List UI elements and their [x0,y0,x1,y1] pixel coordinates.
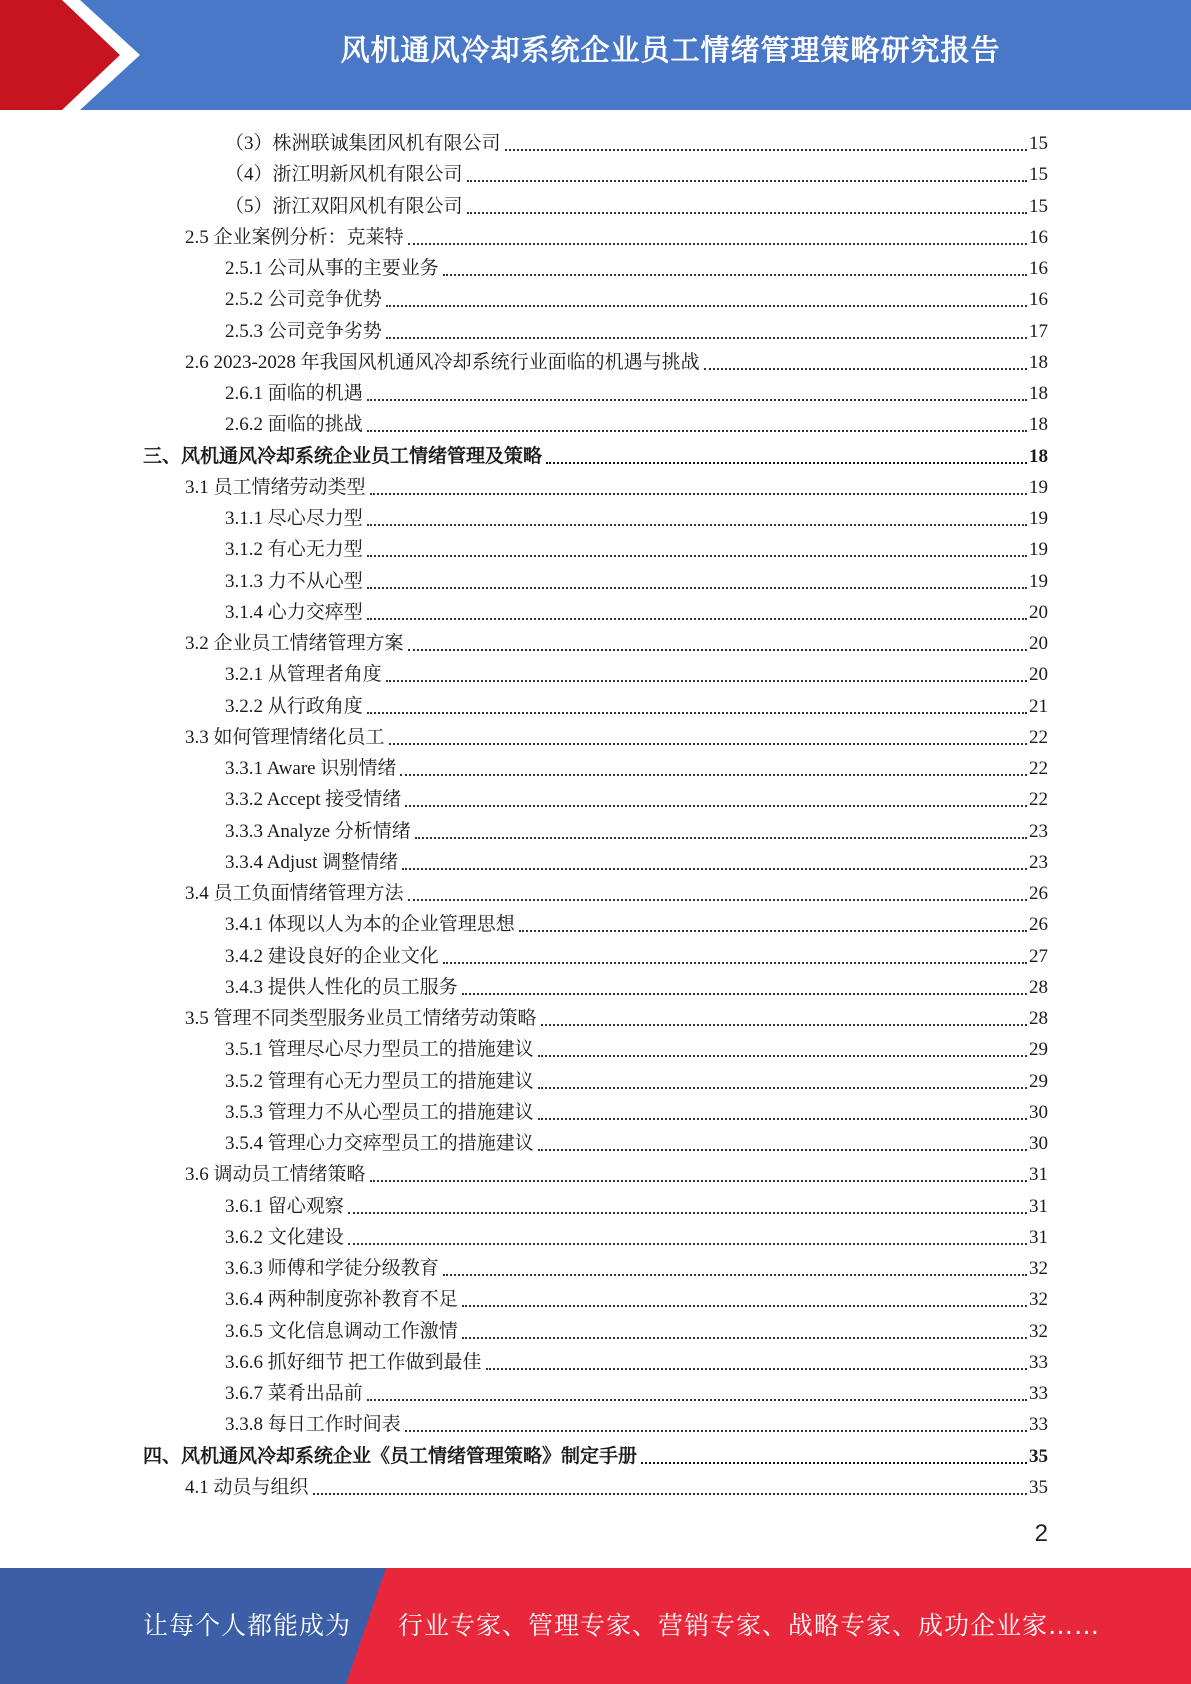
toc-entry[interactable] [185,1000,1048,1031]
toc-dot-leader [400,774,1027,776]
toc-entry-page: 30 [1029,1101,1048,1123]
toc-entry[interactable] [225,906,1048,937]
toc-entry-label: 3.4.3 提供人性化的员工服务 [225,976,458,998]
toc-entry[interactable] [225,375,1048,406]
toc-dot-leader [408,649,1027,651]
toc-dot-leader [386,337,1027,339]
toc-entry[interactable] [185,469,1048,500]
toc-dot-leader [367,524,1027,526]
toc-entry[interactable] [225,125,1048,156]
toc-entry-label: 2.5 企业案例分析：克莱特 [185,226,404,248]
toc-dot-leader [386,680,1027,682]
toc-entry-page: 19 [1029,539,1048,561]
toc-entry-page: 20 [1029,601,1048,623]
toc-dot-leader [462,993,1027,995]
toc-entry-page: 15 [1029,195,1048,217]
toc-entry[interactable] [185,1156,1048,1187]
toc-entry-page: 33 [1029,1383,1048,1404]
toc-entry-page: 22 [1029,758,1048,779]
toc-dot-leader [541,1024,1027,1026]
toc-entry-label: 3.1.2 有心无力型 [225,539,363,561]
toc-entry-page: 23 [1029,820,1048,842]
toc-dot-leader [538,1087,1027,1089]
toc-entry-label: （4）浙江明新风机有限公司 [225,164,463,186]
toc-entry-page: 29 [1029,1070,1048,1092]
toc-entry[interactable] [225,844,1048,875]
toc-entry-page: 32 [1029,1289,1048,1311]
toc-entry[interactable] [225,1281,1048,1312]
toc-entry-label: 3.1.1 尽心尽力型 [225,508,363,529]
toc-entry-page: 18 [1029,445,1048,467]
toc-entry[interactable] [185,875,1048,906]
toc-entry[interactable] [185,344,1048,375]
toc-entry[interactable] [225,1375,1048,1406]
toc-entry[interactable] [225,1344,1048,1375]
toc-entry[interactable] [225,1250,1048,1281]
toc-entry[interactable] [143,1438,1048,1469]
toc-entry-label: 3.2.2 从行政角度 [225,695,363,717]
toc-entry-label: 3.1.3 力不从心型 [225,570,363,592]
toc-entry-page: 31 [1029,1195,1048,1217]
toc-entry-label: 3.4.2 建设良好的企业文化 [225,945,439,967]
toc-entry-page: 22 [1029,726,1048,748]
footer-slogan-right: 行业专家、管理专家、营销专家、战略专家、成功企业家…… [398,1611,1101,1640]
toc-dot-leader [467,180,1027,182]
toc-entry[interactable] [225,156,1048,187]
toc-dot-leader [641,1462,1027,1464]
toc-entry-page: 22 [1029,789,1048,811]
toc-dot-leader [538,1118,1027,1120]
toc-entry[interactable] [225,938,1048,969]
toc-dot-leader [486,1368,1027,1370]
toc-entry-label: 4.1 动员与组织 [185,1476,309,1498]
toc-entry[interactable] [225,1219,1048,1250]
toc-entry[interactable] [225,688,1048,719]
toc-entry-label: 3.6.2 文化建设 [225,1226,344,1248]
toc-entry-label: 2.6.2 面临的挑战 [225,414,363,436]
toc-entry-page: 18 [1029,414,1048,436]
toc-entry-label: 3.1.4 心力交瘁型 [225,601,363,623]
toc-entry-page: 15 [1029,133,1048,154]
toc-entry-page: 16 [1029,226,1048,248]
toc-dot-leader [389,743,1027,745]
toc-dot-leader [415,837,1027,839]
toc-entry-page: 16 [1029,258,1048,279]
toc-entry-label: 3.5.3 管理力不从心型员工的措施建议 [225,1101,534,1123]
toc-entry-label: 2.5.3 公司竞争劣势 [225,320,382,342]
toc-entry-page: 35 [1029,1445,1048,1467]
toc-entry[interactable] [225,594,1048,625]
toc-dot-leader [546,462,1027,464]
toc-entry-label: 3.5.2 管理有心无力型员工的措施建议 [225,1070,534,1092]
toc-dot-leader [367,430,1027,432]
toc-dot-leader [348,1212,1027,1214]
toc-entry[interactable] [225,1125,1048,1156]
report-title: 风机通风冷却系统企业员工情绪管理策略研究报告 [340,33,1001,67]
toc-entry[interactable] [225,969,1048,1000]
toc-entry-page: 17 [1029,320,1048,342]
toc-entry-page: 18 [1029,383,1048,404]
toc-entry-label: （5）浙江双阳风机有限公司 [225,195,463,217]
toc-entry[interactable] [185,1469,1048,1500]
toc-entry-page: 33 [1029,1351,1048,1373]
toc-entry-page: 20 [1029,664,1048,686]
toc-entry[interactable] [225,813,1048,844]
toc-dot-leader [386,305,1027,307]
toc-entry-label: 2.5.1 公司从事的主要业务 [225,258,439,279]
toc-entry-page: 28 [1029,1008,1048,1029]
toc-entry-page: 32 [1029,1320,1048,1342]
toc-entry-label: 3.3.2 Accept 接受情绪 [225,789,402,811]
toc-dot-leader [408,243,1027,245]
toc-entry[interactable] [225,1406,1048,1437]
toc-entry[interactable] [225,313,1048,344]
toc-entry-page: 16 [1029,289,1048,311]
toc-entry-label: 3.3.4 Adjust 调整情绪 [225,851,399,873]
toc-entry-page: 32 [1029,1258,1048,1279]
toc-entry-page: 23 [1029,851,1048,873]
toc-entry-label: 3.6.7 菜肴出品前 [225,1383,363,1404]
toc-dot-leader [462,1337,1027,1339]
toc-entry-label: 3.3.8 每日工作时间表 [225,1414,401,1436]
toc-entry[interactable] [225,1313,1048,1344]
toc-dot-leader [443,274,1027,276]
toc-dot-leader [313,1493,1027,1495]
page-number: 2 [1034,1520,1048,1547]
toc-entry-label: 三、风机通风冷却系统企业员工情绪管理及策略 [143,445,543,467]
toc-entry-label: 3.6.3 师傅和学徒分级教育 [225,1258,439,1279]
toc-entry-label: 四、风机通风冷却系统企业《员工情绪管理策略》制定手册 [143,1445,638,1467]
toc-dot-leader [538,1149,1027,1151]
toc-entry-label: 2.6 2023-2028 年我国风机通风冷却系统行业面临的机遇与挑战 [185,351,700,373]
toc-entry-page: 26 [1029,883,1048,904]
toc-entry-label: 3.3 如何管理情绪化员工 [185,726,385,748]
toc-entry-label: 3.4.1 体现以人为本的企业管理思想 [225,914,515,936]
toc-dot-leader [405,1430,1027,1432]
toc-entry[interactable] [185,219,1048,250]
toc-dot-leader [402,868,1027,870]
page-footer [0,1568,1191,1684]
toc-entry-label: 3.3.3 Analyze 分析情绪 [225,820,411,842]
toc-entry[interactable] [185,625,1048,656]
toc-dot-leader [462,1305,1027,1307]
toc-entry[interactable] [225,1094,1048,1125]
toc-dot-leader [367,555,1027,557]
toc-entry[interactable] [225,500,1048,531]
toc-entry-label: 3.2.1 从管理者角度 [225,664,382,686]
toc-entry[interactable] [185,719,1048,750]
toc-dot-leader [467,212,1027,214]
toc-entry[interactable] [225,656,1048,687]
toc-entry-page: 31 [1029,1226,1048,1248]
toc-entry-label: 3.6.1 留心观察 [225,1195,344,1217]
toc-dot-leader [505,149,1027,151]
toc-entry-page: 35 [1029,1476,1048,1498]
toc-entry-page: 19 [1029,476,1048,498]
toc-dot-leader [443,1274,1027,1276]
toc-entry-label: 3.6.5 文化信息调动工作激情 [225,1320,458,1342]
toc-entry-label: 3.5.1 管理尽心尽力型员工的措施建议 [225,1039,534,1061]
toc-entry-page: 15 [1029,164,1048,186]
toc-entry[interactable] [225,1063,1048,1094]
toc-entry[interactable] [143,438,1048,469]
toc-dot-leader [443,962,1027,964]
toc-dot-leader [408,899,1027,901]
header-chevron-decoration [0,0,160,110]
toc-entry-page: 20 [1029,633,1048,654]
toc-dot-leader [405,805,1027,807]
toc-dot-leader [367,587,1027,589]
toc-entry-label: 3.2 企业员工情绪管理方案 [185,633,404,654]
toc-entry-page: 19 [1029,508,1048,529]
toc-entry[interactable] [225,750,1048,781]
toc-entry-label: 3.6 调动员工情绪策略 [185,1164,366,1186]
toc-entry[interactable] [225,781,1048,812]
toc-entry-label: 3.3.1 Aware 识别情绪 [225,758,397,779]
toc-entry-page: 19 [1029,570,1048,592]
toc-entry-page: 29 [1029,1039,1048,1061]
toc-entry-label: 3.1 员工情绪劳动类型 [185,476,366,498]
toc-entry-page: 30 [1029,1133,1048,1154]
toc-dot-leader [367,399,1027,401]
toc-entry-page: 18 [1029,351,1048,373]
toc-dot-leader [370,493,1027,495]
toc-dot-leader [370,1180,1027,1182]
toc-dot-leader [367,1399,1027,1401]
toc-entry-label: 2.5.2 公司竞争优势 [225,289,382,311]
toc-entry-page: 28 [1029,976,1048,998]
toc-entry[interactable] [225,281,1048,312]
toc-entry-label: 3.5 管理不同类型服务业员工情绪劳动策略 [185,1008,537,1029]
toc-entry-label: 3.5.4 管理心力交瘁型员工的措施建议 [225,1133,534,1154]
toc-entry[interactable] [225,563,1048,594]
toc-entry-label: 3.4 员工负面情绪管理方法 [185,883,404,904]
footer-slogan-left: 让每个人都能成为 [143,1611,352,1640]
toc-entry-page: 21 [1029,695,1048,717]
toc-entry-page: 31 [1029,1164,1048,1186]
toc-dot-leader [704,368,1027,370]
toc-entry[interactable] [225,1188,1048,1219]
toc-entry[interactable] [225,188,1048,219]
toc-entry-label: 2.6.1 面临的机遇 [225,383,363,404]
toc-entry[interactable] [225,406,1048,437]
toc-entry-label: （3）株洲联诚集团风机有限公司 [225,133,501,154]
toc-entry-page: 33 [1029,1414,1048,1436]
toc-entry-label: 3.6.6 抓好细节 把工作做到最佳 [225,1351,482,1373]
toc-entry-page: 26 [1029,914,1048,936]
toc-entry[interactable] [225,1031,1048,1062]
toc-dot-leader [519,930,1027,932]
toc-dot-leader [348,1243,1027,1245]
toc-entry-label: 3.6.4 两种制度弥补教育不足 [225,1289,458,1311]
toc-dot-leader [367,712,1027,714]
toc-entry-page: 27 [1029,945,1048,967]
report-header [0,0,1191,110]
toc-dot-leader [367,618,1027,620]
toc-entry[interactable] [225,531,1048,562]
toc-entry[interactable] [225,250,1048,281]
toc-dot-leader [538,1055,1027,1057]
